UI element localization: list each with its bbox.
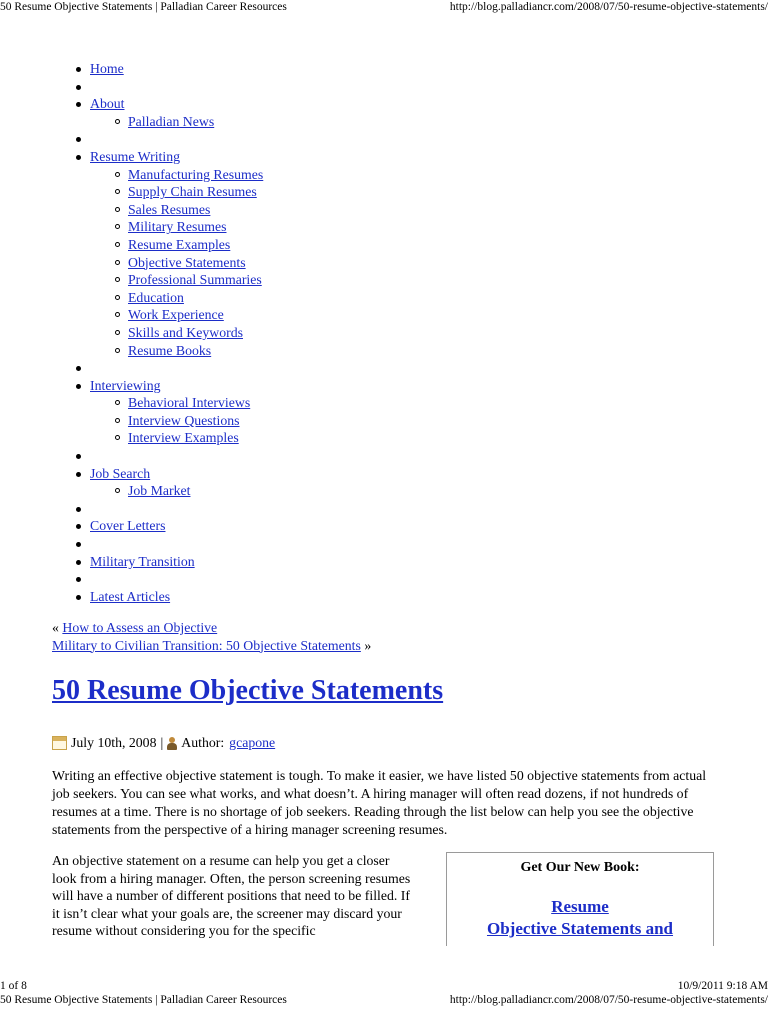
calendar-icon	[52, 736, 67, 750]
nav-item-latest-articles	[52, 588, 472, 606]
submenu-item	[90, 113, 472, 131]
nav-spacer	[52, 500, 472, 518]
book-link-line-1[interactable]: Resume	[551, 897, 609, 916]
submenu-item	[90, 324, 472, 342]
nav-link-work-experience[interactable]: Work Experience	[128, 307, 224, 323]
nav-link-resume-writing[interactable]: Resume Writing	[90, 148, 181, 164]
submenu-item	[90, 218, 472, 236]
nav-link-sales-resumes[interactable]: Sales Resumes	[128, 201, 211, 217]
about-submenu	[90, 113, 472, 131]
main-navigation	[52, 60, 472, 605]
submenu-item	[90, 271, 472, 289]
next-post	[52, 637, 371, 655]
nav-item-about	[52, 95, 472, 130]
submenu-item	[90, 412, 472, 430]
book-promo-box	[446, 852, 714, 946]
interviewing-submenu	[90, 394, 472, 447]
nav-link-education[interactable]: Education	[128, 289, 184, 305]
nav-list	[52, 60, 472, 605]
submenu-item	[90, 394, 472, 412]
nav-spacer	[52, 130, 472, 148]
user-icon	[167, 737, 177, 750]
submenu-item	[90, 166, 472, 184]
nav-spacer	[52, 447, 472, 465]
nav-link-objective-statements[interactable]: Objective Statements	[128, 254, 246, 270]
book-link-line-2[interactable]: Objective Statements and	[486, 919, 674, 938]
submenu-item	[90, 254, 472, 272]
previous-arrow: «	[52, 620, 59, 635]
submenu-item	[90, 236, 472, 254]
nav-link-professional-summaries[interactable]: Professional Summaries	[128, 272, 262, 288]
nav-link-supply-chain-resumes[interactable]: Supply Chain Resumes	[128, 184, 257, 200]
nav-link-interview-questions[interactable]: Interview Questions	[128, 412, 240, 428]
nav-spacer	[52, 570, 472, 588]
nav-link-cover-letters[interactable]: Cover Letters	[90, 518, 166, 534]
nav-item-interviewing	[52, 377, 472, 447]
author-link[interactable]: gcapone	[229, 735, 276, 750]
post-meta	[52, 733, 275, 753]
submenu-item	[90, 201, 472, 219]
nav-link-military-transition[interactable]: Military Transition	[90, 553, 195, 569]
post-title-link[interactable]: 50 Resume Objective Statements	[52, 675, 444, 706]
submenu-item	[90, 306, 472, 324]
submenu-item	[90, 482, 472, 500]
job-search-submenu	[90, 482, 472, 500]
nav-spacer	[52, 535, 472, 553]
nav-link-behavioral-interviews[interactable]: Behavioral Interviews	[128, 395, 251, 411]
page-count: 1 of 8	[0, 980, 27, 992]
nav-spacer	[52, 359, 472, 377]
nav-link-about[interactable]: About	[90, 96, 125, 112]
nav-link-interview-examples[interactable]: Interview Examples	[128, 430, 239, 446]
post-date: July 10th, 2008	[71, 735, 157, 750]
print-footer-url: http://blog.palladiancr.com/2008/07/50-resume-objective-statements/	[449, 994, 768, 1006]
nav-link-home[interactable]: Home	[90, 61, 124, 76]
post-title	[52, 673, 443, 709]
print-header	[0, 0, 768, 14]
author-prefix: Author:	[181, 735, 225, 750]
nav-link-interviewing[interactable]: Interviewing	[90, 377, 161, 393]
previous-post-link[interactable]: How to Assess an Objective	[62, 620, 218, 635]
print-datetime: 10/9/2011 9:18 AM	[677, 980, 768, 992]
submenu-item	[90, 289, 472, 307]
submenu-item	[90, 429, 472, 447]
nav-link-manufacturing-resumes[interactable]: Manufacturing Resumes	[128, 166, 264, 182]
post-navigation	[52, 619, 371, 654]
resume-writing-submenu	[90, 166, 472, 360]
nav-item-cover-letters	[52, 517, 472, 535]
print-footer-meta	[0, 979, 768, 993]
nav-item-home	[52, 60, 472, 78]
meta-separator: |	[160, 735, 164, 750]
submenu-item	[90, 183, 472, 201]
next-arrow: »	[364, 637, 372, 653]
nav-link-job-market[interactable]: Job Market	[128, 483, 191, 499]
print-footer-header	[0, 993, 768, 1007]
intro-paragraph: Writing an effective objective statement is tough. To make it easier, we have listed 50 objective statements from actual job seekers. You can see what works, and what doesn’t. A hiring manager will often read dozens, if not hundreds of resumes at a time. There is no shortage of job seekers. Reading through the list below can help you see the objective statements from the perspective of a hiring manager screening resumes.	[52, 768, 707, 837]
nav-link-palladian-news[interactable]: Palladian News	[128, 113, 215, 129]
nav-item-job-search	[52, 465, 472, 500]
nav-link-military-resumes[interactable]: Military Resumes	[128, 219, 227, 235]
body-paragraph: An objective statement on a resume can help you get a closer look from a hiring manager. Often, the person screening resumes will have a number of different positions that need to be filled. If it isn’t clear what your goals are, the screener may discard your resume without considering you for the specific	[52, 853, 411, 939]
nav-item-resume-writing	[52, 148, 472, 359]
nav-link-resume-books[interactable]: Resume Books	[128, 342, 212, 358]
book-promo-heading: Get Our New Book:	[520, 860, 640, 875]
previous-post	[52, 619, 371, 637]
print-header-url: http://blog.palladiancr.com/2008/07/50-resume-objective-statements/	[449, 1, 768, 13]
print-header-title: 50 Resume Objective Statements | Palladian Career Resources	[0, 1, 287, 13]
nav-link-resume-examples[interactable]: Resume Examples	[128, 236, 231, 252]
submenu-item	[90, 342, 472, 360]
nav-link-skills-and-keywords[interactable]: Skills and Keywords	[128, 324, 243, 340]
nav-link-latest-articles[interactable]: Latest Articles	[90, 588, 171, 604]
nav-link-job-search[interactable]: Job Search	[90, 465, 151, 481]
print-footer-title: 50 Resume Objective Statements | Palladian Career Resources	[0, 994, 287, 1006]
nav-item-military-transition	[52, 553, 472, 571]
nav-spacer	[52, 78, 472, 96]
next-post-link[interactable]: Military to Civilian Transition: 50 Objective Statements	[52, 637, 361, 653]
